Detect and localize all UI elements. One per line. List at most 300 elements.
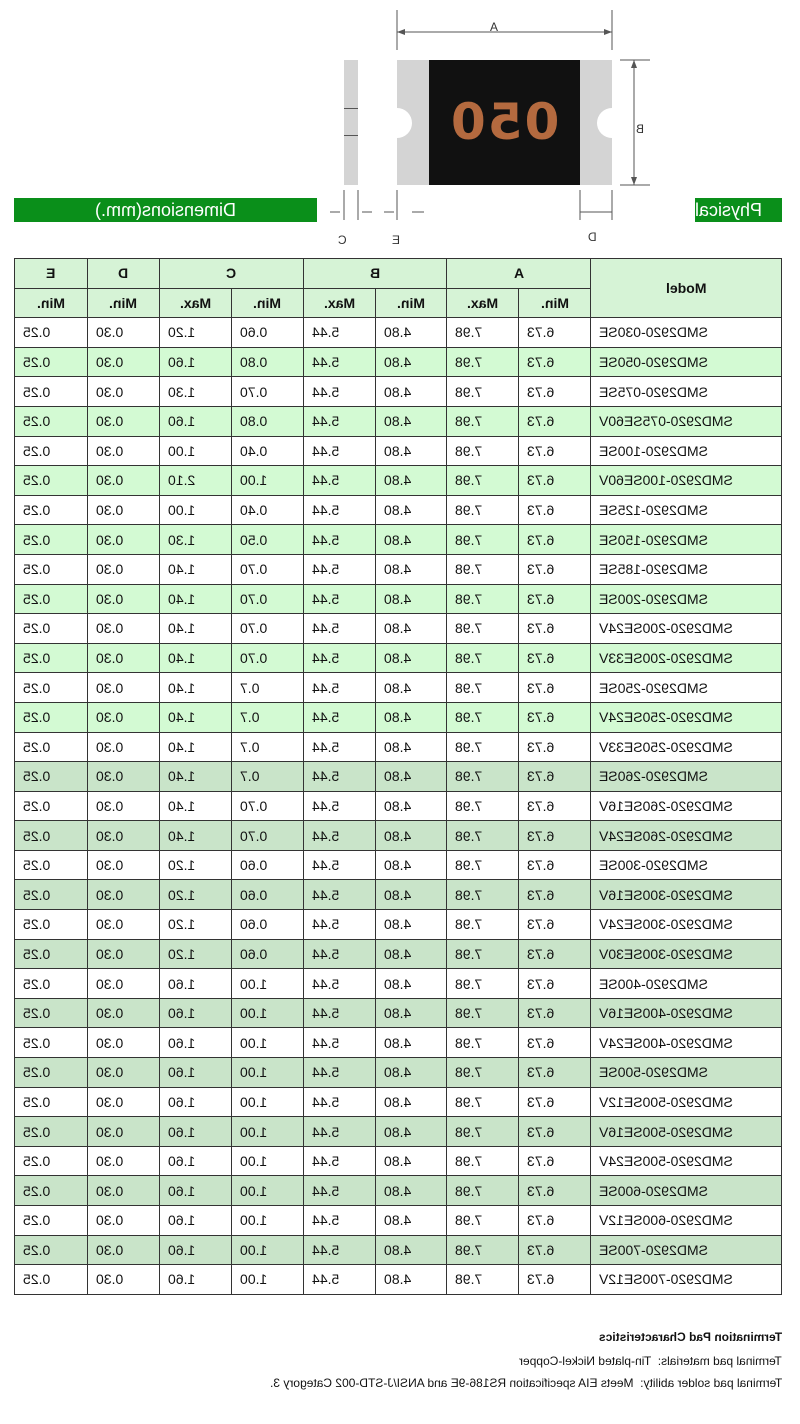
table-row (15, 1206, 782, 1236)
cell-a-min: 6.73 (519, 347, 591, 377)
cell-model: SMD2920-260SE16V (591, 791, 782, 821)
cell-d-min: 0.30 (87, 880, 159, 910)
cell-a-min: 6.73 (519, 495, 591, 525)
cell-b-max: 5.44 (303, 910, 375, 940)
cell-b-max: 5.44 (303, 554, 375, 584)
cell-b-min: 4.80 (375, 1146, 447, 1176)
header-a: A (447, 259, 591, 289)
cell-b-max: 5.44 (303, 702, 375, 732)
cell-a-max: 7.98 (447, 495, 519, 525)
chip-marking: 050 (449, 93, 560, 151)
cell-model: SMD2920-250SE33V (591, 732, 782, 762)
cell-a-min: 6.73 (519, 377, 591, 407)
cell-model: SMD2920-300SE (591, 850, 782, 880)
cell-a-min: 6.73 (519, 821, 591, 851)
cell-c-min: 0.7 (231, 702, 303, 732)
cell-a-min: 6.73 (519, 1265, 591, 1295)
cell-e-min: 0.25 (15, 584, 88, 614)
cell-b-max: 5.44 (303, 762, 375, 792)
cell-model: SMD2920-050SE (591, 347, 782, 377)
cell-e-min: 0.25 (15, 614, 88, 644)
cell-c-max: 1.60 (159, 1146, 231, 1176)
cell-e-min: 0.25 (15, 791, 88, 821)
cell-a-max: 7.98 (447, 732, 519, 762)
cell-c-max: 1.30 (159, 377, 231, 407)
cell-a-min: 6.73 (519, 1235, 591, 1265)
cell-model: SMD2920-260SE (591, 762, 782, 792)
cell-d-min: 0.30 (87, 347, 159, 377)
cell-a-min: 6.73 (519, 584, 591, 614)
cell-d-min: 0.30 (87, 673, 159, 703)
table-row (15, 377, 782, 407)
cell-model: SMD2920-100SE60V (591, 466, 782, 496)
table-row (15, 1235, 782, 1265)
cell-c-min: 0.70 (231, 554, 303, 584)
cell-b-max: 5.44 (303, 880, 375, 910)
cell-c-min: 0.70 (231, 821, 303, 851)
cell-c-max: 1.60 (159, 1028, 231, 1058)
cell-model: SMD2920-100SE (591, 436, 782, 466)
cell-d-min: 0.30 (87, 939, 159, 969)
cell-c-max: 1.40 (159, 762, 231, 792)
cell-model: SMD2920-075SE60V (591, 406, 782, 436)
cell-e-min: 0.25 (15, 880, 88, 910)
cell-a-max: 7.98 (447, 673, 519, 703)
cell-a-min: 6.73 (519, 880, 591, 910)
cell-model: SMD2920-125SE (591, 495, 782, 525)
cell-b-max: 5.44 (303, 939, 375, 969)
cell-d-min: 0.30 (87, 495, 159, 525)
cell-b-min: 4.80 (375, 495, 447, 525)
cell-c-max: 1.00 (159, 495, 231, 525)
cell-a-max: 7.98 (447, 969, 519, 999)
cell-c-min: 0.60 (231, 318, 303, 348)
label-a: A (490, 20, 499, 34)
cell-b-max: 5.44 (303, 495, 375, 525)
cell-a-min: 6.73 (519, 910, 591, 940)
left-notch (382, 108, 412, 138)
cell-b-min: 4.80 (375, 525, 447, 555)
cell-d-min: 0.30 (87, 1206, 159, 1236)
cell-b-min: 4.80 (375, 910, 447, 940)
cell-c-min: 0.70 (231, 377, 303, 407)
cell-c-max: 1.60 (159, 406, 231, 436)
cell-b-min: 4.80 (375, 1028, 447, 1058)
cell-b-max: 5.44 (303, 318, 375, 348)
cell-a-max: 7.98 (447, 702, 519, 732)
table-row (15, 1028, 782, 1058)
cell-c-max: 2.10 (159, 466, 231, 496)
cell-b-min: 4.80 (375, 673, 447, 703)
cell-c-max: 1.60 (159, 969, 231, 999)
side-tick (344, 135, 358, 136)
cell-a-max: 7.98 (447, 466, 519, 496)
cell-b-max: 5.44 (303, 377, 375, 407)
cell-c-min: 0.70 (231, 584, 303, 614)
table-row (15, 466, 782, 496)
cell-a-max: 7.98 (447, 1058, 519, 1088)
cell-d-min: 0.30 (87, 466, 159, 496)
cell-b-max: 5.44 (303, 1206, 375, 1236)
cell-a-max: 7.98 (447, 1117, 519, 1147)
table-row (15, 1176, 782, 1206)
cell-model: SMD2920-500SE (591, 1058, 782, 1088)
cell-b-max: 5.44 (303, 821, 375, 851)
cell-c-min: 0.7 (231, 673, 303, 703)
cell-d-min: 0.30 (87, 584, 159, 614)
cell-e-min: 0.25 (15, 998, 88, 1028)
cell-c-max: 1.20 (159, 910, 231, 940)
cell-c-min: 1.00 (231, 1176, 303, 1206)
subheader-c-min: Min. (231, 288, 303, 318)
cell-b-max: 5.44 (303, 1176, 375, 1206)
table-row (15, 969, 782, 999)
cell-model: SMD2920-500SE24V (591, 1146, 782, 1176)
cell-a-min: 6.73 (519, 732, 591, 762)
table-row (15, 1146, 782, 1176)
table-row (15, 406, 782, 436)
cell-a-max: 7.98 (447, 318, 519, 348)
cell-a-max: 7.98 (447, 643, 519, 673)
cell-model: SMD2920-185SE (591, 554, 782, 584)
cell-b-min: 4.80 (375, 939, 447, 969)
table-row (15, 525, 782, 555)
materials-label: Terminal pad materials: (657, 1354, 782, 1368)
cell-d-min: 0.30 (87, 1028, 159, 1058)
cell-c-min: 1.00 (231, 969, 303, 999)
cell-b-min: 4.80 (375, 850, 447, 880)
cell-model: SMD2920-500SE16V (591, 1117, 782, 1147)
cell-b-min: 4.80 (375, 880, 447, 910)
cell-model: SMD2920-150SE (591, 525, 782, 555)
cell-d-min: 0.30 (87, 1058, 159, 1088)
cell-b-min: 4.80 (375, 1176, 447, 1206)
cell-a-max: 7.98 (447, 406, 519, 436)
chip-top-view (397, 60, 612, 185)
physical-dimensions-diagram (0, 0, 800, 250)
cell-d-min: 0.30 (87, 436, 159, 466)
left-terminal (397, 60, 429, 185)
cell-model: SMD2920-400SE16V (591, 998, 782, 1028)
cell-b-max: 5.44 (303, 673, 375, 703)
cell-a-min: 6.73 (519, 554, 591, 584)
cell-e-min: 0.25 (15, 1176, 88, 1206)
cell-b-min: 4.80 (375, 436, 447, 466)
cell-a-min: 6.73 (519, 1058, 591, 1088)
cell-model: SMD2920-400SE (591, 969, 782, 999)
cell-c-min: 1.00 (231, 1117, 303, 1147)
subheader-b-min: Min. (375, 288, 447, 318)
cell-c-max: 1.20 (159, 318, 231, 348)
cell-a-min: 6.73 (519, 1176, 591, 1206)
cell-b-max: 5.44 (303, 525, 375, 555)
table-row (15, 554, 782, 584)
cell-c-min: 0.70 (231, 614, 303, 644)
side-tick (344, 108, 358, 109)
cell-a-max: 7.98 (447, 1146, 519, 1176)
cell-a-max: 7.98 (447, 880, 519, 910)
cell-c-min: 1.00 (231, 1087, 303, 1117)
cell-c-min: 0.70 (231, 643, 303, 673)
header-model: Model (591, 259, 782, 318)
cell-b-min: 4.80 (375, 1206, 447, 1236)
cell-c-max: 1.60 (159, 1087, 231, 1117)
cell-e-min: 0.25 (15, 1146, 88, 1176)
cell-b-max: 5.44 (303, 969, 375, 999)
subheader-d-min: Min. (87, 288, 159, 318)
cell-b-min: 4.80 (375, 702, 447, 732)
cell-a-max: 7.98 (447, 377, 519, 407)
cell-a-max: 7.98 (447, 850, 519, 880)
cell-a-max: 7.98 (447, 1206, 519, 1236)
cell-b-max: 5.44 (303, 347, 375, 377)
cell-e-min: 0.25 (15, 1028, 88, 1058)
cell-c-min: 1.00 (231, 998, 303, 1028)
cell-model: SMD2920-200SE33V (591, 643, 782, 673)
physical-heading: Physical (695, 198, 782, 222)
cell-e-min: 0.25 (15, 436, 88, 466)
cell-model: SMD2920-500SE12V (591, 1087, 782, 1117)
cell-e-min: 0.25 (15, 702, 88, 732)
materials-note (0, 1354, 782, 1368)
cell-c-min: 1.00 (231, 1235, 303, 1265)
cell-c-max: 1.00 (159, 436, 231, 466)
cell-e-min: 0.25 (15, 1117, 88, 1147)
cell-e-min: 0.25 (15, 525, 88, 555)
cell-a-min: 6.73 (519, 466, 591, 496)
cell-a-min: 6.73 (519, 1028, 591, 1058)
cell-c-max: 1.40 (159, 732, 231, 762)
label-e: E (392, 233, 401, 247)
cell-c-min: 0.50 (231, 525, 303, 555)
cell-a-max: 7.98 (447, 614, 519, 644)
cell-c-max: 1.40 (159, 673, 231, 703)
cell-e-min: 0.25 (15, 554, 88, 584)
cell-a-max: 7.98 (447, 436, 519, 466)
cell-c-min: 1.00 (231, 1206, 303, 1236)
label-d: D (588, 230, 597, 244)
cell-d-min: 0.30 (87, 525, 159, 555)
table-row (15, 495, 782, 525)
cell-d-min: 0.30 (87, 1117, 159, 1147)
cell-e-min: 0.25 (15, 1206, 88, 1236)
cell-c-max: 1.60 (159, 998, 231, 1028)
table-row (15, 673, 782, 703)
solder-note (0, 1376, 782, 1390)
cell-c-min: 1.00 (231, 1058, 303, 1088)
cell-model: SMD2920-700SE (591, 1235, 782, 1265)
cell-c-max: 1.20 (159, 880, 231, 910)
cell-d-min: 0.30 (87, 732, 159, 762)
cell-c-min: 0.40 (231, 436, 303, 466)
cell-a-min: 6.73 (519, 406, 591, 436)
cell-b-min: 4.80 (375, 998, 447, 1028)
cell-c-min: 1.00 (231, 466, 303, 496)
cell-d-min: 0.30 (87, 1265, 159, 1295)
table-row (15, 318, 782, 348)
label-c: C (338, 233, 347, 247)
cell-b-max: 5.44 (303, 1235, 375, 1265)
table-row (15, 1087, 782, 1117)
cell-b-min: 4.80 (375, 821, 447, 851)
cell-d-min: 0.30 (87, 850, 159, 880)
cell-a-max: 7.98 (447, 1087, 519, 1117)
cell-b-min: 4.80 (375, 643, 447, 673)
header-b: B (303, 259, 447, 289)
cell-c-min: 0.60 (231, 910, 303, 940)
right-notch (597, 108, 627, 138)
table-row (15, 732, 782, 762)
cell-e-min: 0.25 (15, 347, 88, 377)
cell-b-max: 5.44 (303, 1265, 375, 1295)
table-row (15, 998, 782, 1028)
table-row (15, 1117, 782, 1147)
table-row (15, 939, 782, 969)
table-row (15, 1058, 782, 1088)
cell-b-min: 4.80 (375, 1058, 447, 1088)
cell-model: SMD2920-600SE12V (591, 1206, 782, 1236)
dimensions-heading: Dimensions(mm.) (14, 198, 317, 222)
cell-e-min: 0.25 (15, 1235, 88, 1265)
cell-c-max: 1.30 (159, 525, 231, 555)
cell-c-min: 0.7 (231, 762, 303, 792)
cell-d-min: 0.30 (87, 1087, 159, 1117)
cell-a-max: 7.98 (447, 1176, 519, 1206)
cell-b-min: 4.80 (375, 614, 447, 644)
cell-b-min: 4.80 (375, 1087, 447, 1117)
cell-a-max: 7.98 (447, 998, 519, 1028)
cell-b-min: 4.80 (375, 406, 447, 436)
cell-d-min: 0.30 (87, 614, 159, 644)
cell-c-max: 1.40 (159, 821, 231, 851)
table-row (15, 1265, 782, 1295)
cell-d-min: 0.30 (87, 643, 159, 673)
table-row (15, 850, 782, 880)
cell-d-min: 0.30 (87, 910, 159, 940)
cell-a-max: 7.98 (447, 1235, 519, 1265)
solder-label: Terminal pad solder ability: (639, 1376, 782, 1390)
cell-a-max: 7.98 (447, 1028, 519, 1058)
cell-d-min: 0.30 (87, 998, 159, 1028)
cell-c-min: 0.70 (231, 791, 303, 821)
cell-e-min: 0.25 (15, 318, 88, 348)
materials-value: Tin-plated Nickel-Copper (519, 1354, 652, 1368)
cell-b-min: 4.80 (375, 791, 447, 821)
header-d: D (87, 259, 159, 289)
cell-e-min: 0.25 (15, 732, 88, 762)
cell-b-min: 4.80 (375, 377, 447, 407)
cell-e-min: 0.25 (15, 377, 88, 407)
cell-c-min: 1.00 (231, 1028, 303, 1058)
cell-c-min: 1.00 (231, 1265, 303, 1295)
cell-model: SMD2920-250SE (591, 673, 782, 703)
cell-e-min: 0.25 (15, 406, 88, 436)
cell-e-min: 0.25 (15, 1058, 88, 1088)
cell-d-min: 0.30 (87, 406, 159, 436)
cell-model: SMD2920-600SE (591, 1176, 782, 1206)
cell-b-max: 5.44 (303, 614, 375, 644)
header-c: C (159, 259, 303, 289)
cell-d-min: 0.30 (87, 318, 159, 348)
cell-c-min: 0.60 (231, 880, 303, 910)
cell-a-min: 6.73 (519, 1117, 591, 1147)
cell-e-min: 0.25 (15, 762, 88, 792)
table-row (15, 584, 782, 614)
cell-b-min: 4.80 (375, 466, 447, 496)
cell-b-max: 5.44 (303, 1146, 375, 1176)
cell-a-min: 6.73 (519, 939, 591, 969)
table-row (15, 791, 782, 821)
cell-model: SMD2920-300SE30V (591, 939, 782, 969)
cell-c-min: 0.80 (231, 347, 303, 377)
cell-a-min: 6.73 (519, 436, 591, 466)
cell-model: SMD2920-300SE24V (591, 910, 782, 940)
cell-model: SMD2920-700SE12V (591, 1265, 782, 1295)
cell-b-max: 5.44 (303, 584, 375, 614)
cell-e-min: 0.25 (15, 939, 88, 969)
cell-c-max: 1.60 (159, 1058, 231, 1088)
cell-b-max: 5.44 (303, 998, 375, 1028)
cell-a-min: 6.73 (519, 1087, 591, 1117)
cell-a-max: 7.98 (447, 939, 519, 969)
cell-d-min: 0.30 (87, 762, 159, 792)
cell-model: SMD2920-300SE16V (591, 880, 782, 910)
cell-c-max: 1.60 (159, 1206, 231, 1236)
cell-a-max: 7.98 (447, 1265, 519, 1295)
cell-a-min: 6.73 (519, 762, 591, 792)
cell-c-max: 1.60 (159, 347, 231, 377)
cell-b-min: 4.80 (375, 318, 447, 348)
cell-c-min: 0.60 (231, 850, 303, 880)
right-terminal (580, 60, 612, 185)
subheader-e-min: Min. (15, 288, 88, 318)
cell-a-max: 7.98 (447, 584, 519, 614)
cell-d-min: 0.30 (87, 969, 159, 999)
cell-a-min: 6.73 (519, 791, 591, 821)
cell-a-max: 7.98 (447, 525, 519, 555)
header-e: E (15, 259, 88, 289)
cell-c-max: 1.40 (159, 702, 231, 732)
cell-b-max: 5.44 (303, 732, 375, 762)
cell-model: SMD2920-400SE24V (591, 1028, 782, 1058)
cell-b-min: 4.80 (375, 347, 447, 377)
cell-b-max: 5.44 (303, 850, 375, 880)
cell-c-max: 1.40 (159, 643, 231, 673)
cell-b-min: 4.80 (375, 584, 447, 614)
cell-c-min: 0.40 (231, 495, 303, 525)
table-body (15, 318, 782, 1295)
cell-c-min: 1.00 (231, 1146, 303, 1176)
cell-model: SMD2920-075SE (591, 377, 782, 407)
cell-b-max: 5.44 (303, 1117, 375, 1147)
cell-d-min: 0.30 (87, 791, 159, 821)
table-row (15, 821, 782, 851)
cell-e-min: 0.25 (15, 850, 88, 880)
table-row (15, 762, 782, 792)
cell-a-max: 7.98 (447, 910, 519, 940)
cell-a-min: 6.73 (519, 318, 591, 348)
cell-e-min: 0.25 (15, 1087, 88, 1117)
cell-a-max: 7.98 (447, 347, 519, 377)
cell-d-min: 0.30 (87, 377, 159, 407)
cell-b-max: 5.44 (303, 1087, 375, 1117)
cell-a-max: 7.98 (447, 791, 519, 821)
cell-c-max: 1.40 (159, 584, 231, 614)
cell-b-max: 5.44 (303, 791, 375, 821)
subheader-b-max: Max. (303, 288, 375, 318)
solder-value: Meets EIA specification RS186-9E and ANSI/J-STD-002 Category 3. (269, 1376, 634, 1390)
cell-d-min: 0.30 (87, 1176, 159, 1206)
